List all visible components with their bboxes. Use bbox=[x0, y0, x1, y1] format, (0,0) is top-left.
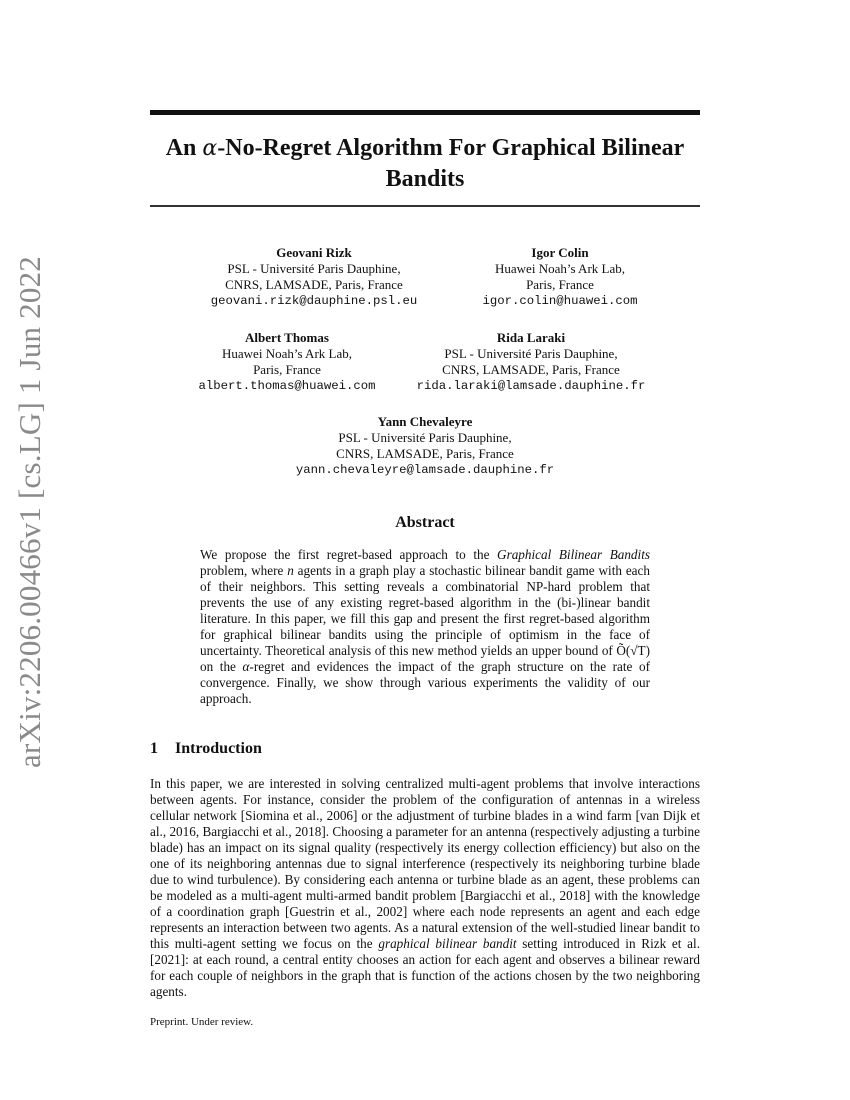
abstract-text: We propose the first regret-based approach to the Graphical Bilinear Bandits problem, where n agents in a graph play a stochastic bilinear bandit game with each of their neighbors. This setting reveals a combinatorial NP-hard problem that prevents the use of any existing regret-based algorithm in the (bi-)linear bandit literature. In this paper, we fill this gap and present the first regret-based algorithm for graphical bilinear bandits using the principle of optimism in the face of uncertainty. Theoretical analysis of this new method yields an upper bound of Õ(√T) on the α-regret and evidences the impact of the graph structure on the rate of convergence. Finally, we show through various experiments the validity of our approach. bbox=[200, 547, 650, 706]
author-name: Yann Chevaleyre bbox=[377, 414, 473, 429]
author-name: Igor Colin bbox=[531, 245, 589, 260]
title-rule-bottom bbox=[150, 205, 700, 207]
author-block bbox=[192, 330, 382, 394]
arxiv-identifier-stamp bbox=[4, 256, 56, 768]
author-block bbox=[275, 414, 575, 478]
author-affiliation: CNRS, LAMSADE, Paris, France bbox=[225, 277, 403, 292]
author-affiliation: PSL - Université Paris Dauphine, bbox=[227, 261, 401, 276]
author-name: Albert Thomas bbox=[245, 330, 329, 345]
author-email: igor.colin@huawei.com bbox=[482, 294, 638, 308]
section-title: Introduction bbox=[175, 740, 262, 757]
author-affiliation: Paris, France bbox=[253, 362, 321, 377]
author-email: albert.thomas@huawei.com bbox=[198, 379, 376, 393]
author-affiliation: PSL - Université Paris Dauphine, bbox=[338, 430, 512, 445]
author-block bbox=[392, 330, 670, 394]
paper-title: An α-No-Regret Algorithm For Graphical Bilinear Bandits bbox=[165, 135, 685, 192]
author-affiliation: Huawei Noah’s Ark Lab, bbox=[222, 346, 352, 361]
author-block bbox=[450, 245, 670, 309]
author-email: yann.chevaleyre@lamsade.dauphine.fr bbox=[295, 463, 555, 477]
introduction-paragraph: In this paper, we are interested in solving centralized multi-agent problems that involve interactions between agents. For instance, consider the problem of the configuration of antennas in a wireless cellular network [Siomina et al., 2006] or the adjustment of turbine blades in a wind farm [van Dijk et al., 2016, Bargiacchi et al., 2018]. Choosing a parameter for an antenna (respectively adjusting a turbine blade) has an impact on its signal quality (respectively its energy collection efficiency) but also on the one of its neighboring antennas due to signal interference (respectively its neighboring turbine blade due to wind turbulence). By considering each antenna or turbine blade as an agent, these problems can be modeled as a multi-agent multi-armed bandit problem [Bargiacchi et al., 2018] with the knowledge of a coordination graph [Guestrin et al., 2002] where each node represents an agent and each edge represents an interaction between two agents. As a natural extension of the well-studied linear bandit to this multi-agent setting we focus on the graphical bilinear bandit setting introduced in Rizk et al. [2021]: at each round, a central entity chooses an action for each agent and observes a bilinear reward for each couple of neighbors in the graph that is function of the actions chosen by the two neighboring agents. bbox=[150, 776, 700, 999]
author-block bbox=[200, 245, 428, 309]
author-name: Geovani Rizk bbox=[276, 245, 352, 260]
arxiv-stamp-text: arXiv:2206.00466v1 [cs.LG] 1 Jun 2022 bbox=[12, 256, 48, 768]
author-affiliation: CNRS, LAMSADE, Paris, France bbox=[336, 446, 514, 461]
abstract-heading: Abstract bbox=[395, 514, 455, 531]
author-affiliation: Huawei Noah’s Ark Lab, bbox=[495, 261, 625, 276]
author-affiliation: Paris, France bbox=[526, 277, 594, 292]
author-affiliation: CNRS, LAMSADE, Paris, France bbox=[442, 362, 620, 377]
footer-note: Preprint. Under review. bbox=[150, 1016, 254, 1028]
author-name: Rida Laraki bbox=[496, 330, 566, 345]
author-email: geovani.rizk@dauphine.psl.eu bbox=[210, 294, 418, 308]
math-bound: Õ(√T) bbox=[616, 643, 650, 658]
section-heading-introduction bbox=[150, 740, 262, 758]
author-affiliation: PSL - Université Paris Dauphine, bbox=[444, 346, 618, 361]
section-number: 1 bbox=[150, 740, 158, 757]
title-rule-top bbox=[150, 110, 700, 115]
author-email: rida.laraki@lamsade.dauphine.fr bbox=[416, 379, 646, 393]
alpha-symbol: α bbox=[202, 136, 218, 161]
